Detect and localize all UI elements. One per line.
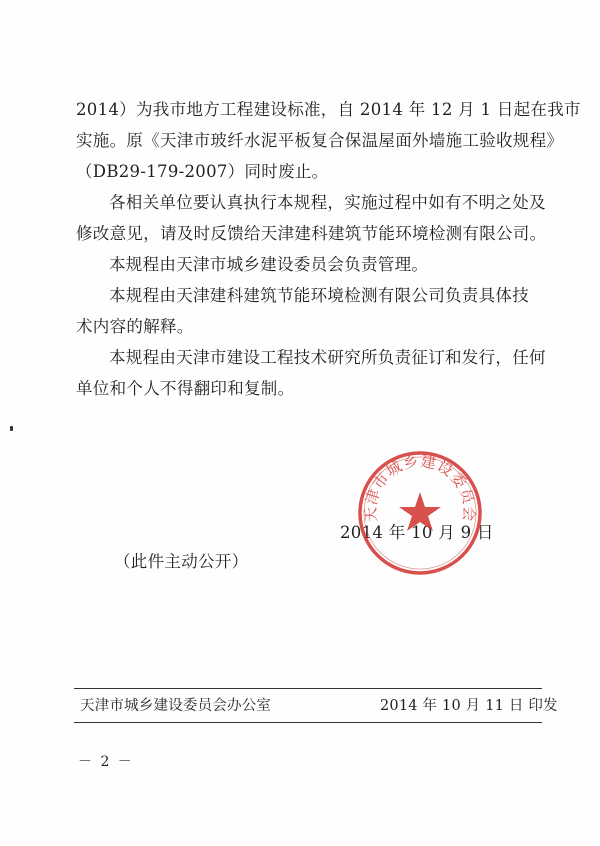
footer-rule-top	[74, 688, 542, 689]
scan-speck	[10, 426, 13, 431]
text-line: （DB29-179-2007）同时废止。	[76, 162, 329, 181]
text-line: 本规程由天津建科建筑节能环境检测有限公司负责具体技	[109, 286, 529, 305]
signature-date: 2014 年 10 月 9 日	[340, 523, 494, 542]
svg-text:天津市城乡建设委员会: 天津市城乡建设委员会	[361, 452, 479, 523]
text-line: 术内容的解释。	[76, 317, 194, 336]
seal-star	[399, 492, 441, 531]
footer-print-date: 2014 年 10 月 11 日 印发	[380, 698, 558, 714]
paragraph-distribution	[76, 342, 546, 404]
text-line: 各相关单位要认真执行本规程，实施过程中如有不明之处及	[109, 193, 546, 212]
text-line: 实施。原《天津市玻纤水泥平板复合保温屋面外墙施工验收规程》	[76, 131, 564, 150]
text-line: 本规程由天津市城乡建设委员会负责管理。	[109, 255, 429, 274]
footer-rule-bottom	[74, 722, 542, 723]
paragraph-feedback	[76, 187, 547, 249]
official-seal	[355, 448, 485, 578]
text-line: 单位和个人不得翻印和复制。	[76, 379, 295, 398]
paragraph-standard-implementation	[76, 94, 581, 187]
page-number: － 2 －	[78, 754, 134, 770]
text-line: 2014）为我市地方工程建设标准，自 2014 年 12 月 1 日起在我市	[76, 100, 581, 119]
paragraph-management	[76, 249, 536, 280]
paragraph-interpretation	[76, 280, 536, 342]
footer-issuer: 天津市城乡建设委员会办公室	[80, 698, 272, 714]
text-line: 修改意见，请及时反馈给天津建科建筑节能环境检测有限公司。	[76, 224, 547, 243]
disclosure-note: （此件主动公开）	[114, 552, 249, 571]
text-line: 本规程由天津市建设工程技术研究所负责征订和发行，任何	[109, 348, 546, 367]
